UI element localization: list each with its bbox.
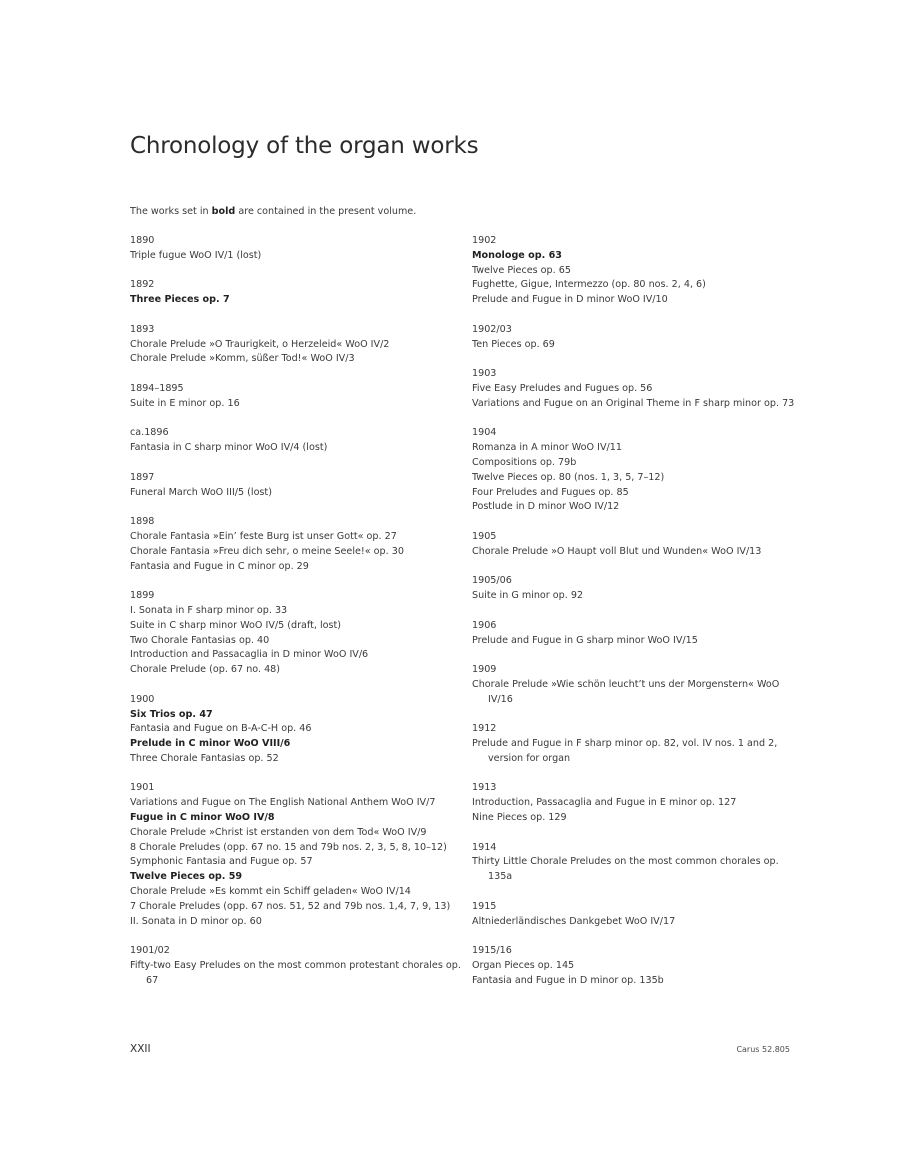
chronology-entry bbox=[130, 693, 470, 767]
work-title: Three Chorale Fantasias op. 52 bbox=[130, 752, 279, 764]
entry-year: 1915 bbox=[472, 900, 497, 912]
work-title: Twelve Pieces op. 80 (nos. 1, 3, 5, 7–12) bbox=[472, 471, 665, 483]
work-title: I. Sonata in F sharp minor op. 33 bbox=[130, 604, 288, 616]
chronology-entry bbox=[130, 515, 470, 574]
entry-year: 1893 bbox=[130, 323, 155, 335]
page-number: XXII bbox=[130, 1043, 151, 1055]
chronology-entry bbox=[130, 426, 470, 456]
work-title: Variations and Fugue on an Original Theme in F sharp minor op. 73 bbox=[472, 397, 795, 409]
work-title: 8 Chorale Preludes (opp. 67 no. 15 and 79b nos. 2, 3, 5, 8, 10–12) bbox=[130, 841, 447, 853]
work-title: Variations and Fugue on The English National Anthem WoO IV/7 bbox=[130, 797, 436, 809]
work-title-included: Monologe op. 63 bbox=[472, 249, 562, 261]
work-title: Chorale Prelude »Es kommt ein Schiff geladen« WoO IV/14 bbox=[130, 886, 411, 898]
entry-year: ca.1896 bbox=[130, 427, 169, 439]
chronology-entry bbox=[472, 841, 802, 885]
entry-year: 1913 bbox=[472, 782, 497, 794]
page-title: Chronology of the organ works bbox=[130, 133, 479, 159]
work-title: 7 Chorale Preludes (opp. 67 nos. 51, 52 and 79b nos. 1,4, 7, 9, 13) bbox=[130, 900, 451, 912]
work-title: Chorale Prelude (op. 67 no. 48) bbox=[130, 664, 281, 676]
chronology-entry bbox=[130, 944, 470, 988]
entry-year: 1906 bbox=[472, 619, 497, 631]
work-title-included: Three Pieces op. 7 bbox=[130, 294, 230, 306]
work-title: Twelve Pieces op. 65 bbox=[472, 264, 571, 276]
chronology-entry bbox=[130, 234, 470, 264]
work-title: Nine Pieces op. 129 bbox=[472, 812, 567, 824]
work-title: Thirty Little Chorale Preludes on the most common chorales op. 135a bbox=[472, 856, 779, 883]
chronology-entry bbox=[472, 722, 802, 766]
work-title: Suite in E minor op. 16 bbox=[130, 397, 240, 409]
work-title: Chorale Fantasia »Ein’ feste Burg ist unser Gott« op. 27 bbox=[130, 530, 397, 542]
work-title: Compositions op. 79b bbox=[472, 456, 577, 468]
chronology-entry bbox=[472, 781, 802, 825]
entry-year: 1897 bbox=[130, 471, 155, 483]
entry-year: 1904 bbox=[472, 427, 497, 439]
work-title: Chorale Prelude »Komm, süßer Tod!« WoO IV/3 bbox=[130, 353, 355, 365]
chronology-entry bbox=[472, 367, 802, 411]
work-title: Suite in C sharp minor WoO IV/5 (draft, lost) bbox=[130, 619, 342, 631]
chronology-entry bbox=[472, 323, 802, 353]
work-title: Fifty-two Easy Preludes on the most common protestant chorales op. 67 bbox=[130, 960, 461, 986]
entry-year: 1901 bbox=[130, 782, 155, 794]
entry-year: 1902/03 bbox=[472, 323, 512, 335]
work-title: Prelude and Fugue in D minor WoO IV/10 bbox=[472, 294, 668, 306]
chronology-entry bbox=[130, 278, 470, 308]
work-title-included: Twelve Pieces op. 59 bbox=[130, 871, 243, 883]
chronology-entry bbox=[130, 471, 470, 501]
work-title-included: Fugue in C minor WoO IV/8 bbox=[130, 812, 275, 824]
entry-year: 1905/06 bbox=[472, 575, 512, 587]
work-title: Symphonic Fantasia and Fugue op. 57 bbox=[130, 856, 313, 868]
chronology-entry bbox=[472, 944, 802, 988]
entry-year: 1912 bbox=[472, 723, 497, 735]
work-title: Chorale Prelude »Wie schön leucht’t uns der Morgenstern« WoO IV/16 bbox=[472, 678, 780, 705]
work-title: Ten Pieces op. 69 bbox=[472, 338, 555, 350]
catalog-number: Carus 52.805 bbox=[736, 1045, 790, 1054]
intro-text-before: The works set in bbox=[130, 206, 212, 217]
work-title: Prelude and Fugue in G sharp minor WoO IV/15 bbox=[472, 634, 698, 646]
intro-bold-word: bold bbox=[211, 206, 236, 217]
work-title: Romanza in A minor WoO IV/11 bbox=[472, 442, 622, 454]
chronology-entry bbox=[472, 426, 802, 515]
chronology-left-column bbox=[130, 234, 470, 1003]
work-title: Fantasia and Fugue in C minor op. 29 bbox=[130, 560, 309, 572]
chronology-entry bbox=[130, 589, 470, 678]
chronology-entry bbox=[472, 530, 802, 560]
entry-year: 1900 bbox=[130, 693, 155, 705]
chronology-entry bbox=[472, 900, 802, 930]
entry-year: 1915/16 bbox=[472, 945, 512, 957]
chronology-entry bbox=[472, 234, 802, 308]
work-title: Organ Pieces op. 145 bbox=[472, 960, 575, 972]
work-title: Four Preludes and Fugues op. 85 bbox=[472, 486, 629, 498]
entry-year: 1894–1895 bbox=[130, 382, 184, 394]
chronology-entry bbox=[130, 382, 470, 412]
work-title: Introduction and Passacaglia in D minor WoO IV/6 bbox=[130, 649, 369, 661]
work-title: Chorale Prelude »O Traurigkeit, o Herzeleid« WoO IV/2 bbox=[130, 338, 390, 350]
work-title: II. Sonata in D minor op. 60 bbox=[130, 915, 262, 927]
work-title: Prelude and Fugue in F sharp minor op. 82, vol. IV nos. 1 and 2, version for organ bbox=[472, 738, 778, 764]
work-title: Fughette, Gigue, Intermezzo (op. 80 nos. 2, 4, 6) bbox=[472, 279, 706, 291]
entry-year: 1899 bbox=[130, 590, 155, 602]
entry-year: 1898 bbox=[130, 516, 155, 528]
work-title: Introduction, Passacaglia and Fugue in E minor op. 127 bbox=[472, 797, 737, 809]
chronology-entry bbox=[472, 663, 802, 707]
work-title-included: Prelude in C minor WoO VIII/6 bbox=[130, 738, 291, 750]
entry-year: 1903 bbox=[472, 368, 497, 380]
work-title: Five Easy Preludes and Fugues op. 56 bbox=[472, 382, 653, 394]
chronology-entry bbox=[130, 781, 470, 929]
work-title: Postlude in D minor WoO IV/12 bbox=[472, 501, 620, 513]
work-title: Triple fugue WoO IV/1 (lost) bbox=[130, 249, 262, 261]
entry-year: 1892 bbox=[130, 279, 155, 291]
entry-year: 1914 bbox=[472, 841, 497, 853]
work-title: Suite in G minor op. 92 bbox=[472, 590, 584, 602]
entry-year: 1902 bbox=[472, 235, 497, 246]
work-title: Fantasia in C sharp minor WoO IV/4 (lost) bbox=[130, 442, 328, 454]
work-title: Funeral March WoO III/5 (lost) bbox=[130, 486, 272, 498]
chronology-entry bbox=[472, 619, 802, 649]
chronology-entry bbox=[472, 574, 802, 604]
entry-year: 1905 bbox=[472, 530, 497, 542]
work-title-included: Six Trios op. 47 bbox=[130, 708, 213, 720]
entry-year: 1909 bbox=[472, 664, 497, 676]
work-title: Chorale Fantasia »Freu dich sehr, o meine Seele!« op. 30 bbox=[130, 545, 404, 557]
chronology-right-column bbox=[472, 234, 802, 1003]
intro-text-after: are contained in the present volume. bbox=[235, 206, 417, 217]
work-title: Two Chorale Fantasias op. 40 bbox=[130, 634, 270, 646]
work-title: Fantasia and Fugue on B-A-C-H op. 46 bbox=[130, 723, 312, 735]
entry-year: 1890 bbox=[130, 235, 155, 246]
work-title: Fantasia and Fugue in D minor op. 135b bbox=[472, 974, 664, 986]
intro-note bbox=[130, 205, 416, 220]
work-title: Chorale Prelude »Christ ist erstanden von dem Tod« WoO IV/9 bbox=[130, 826, 427, 838]
work-title: Chorale Prelude »O Haupt voll Blut und Wunden« WoO IV/13 bbox=[472, 545, 762, 557]
entry-year: 1901/02 bbox=[130, 945, 170, 957]
chronology-entry bbox=[130, 323, 470, 367]
work-title: Altniederländisches Dankgebet WoO IV/17 bbox=[472, 915, 676, 927]
